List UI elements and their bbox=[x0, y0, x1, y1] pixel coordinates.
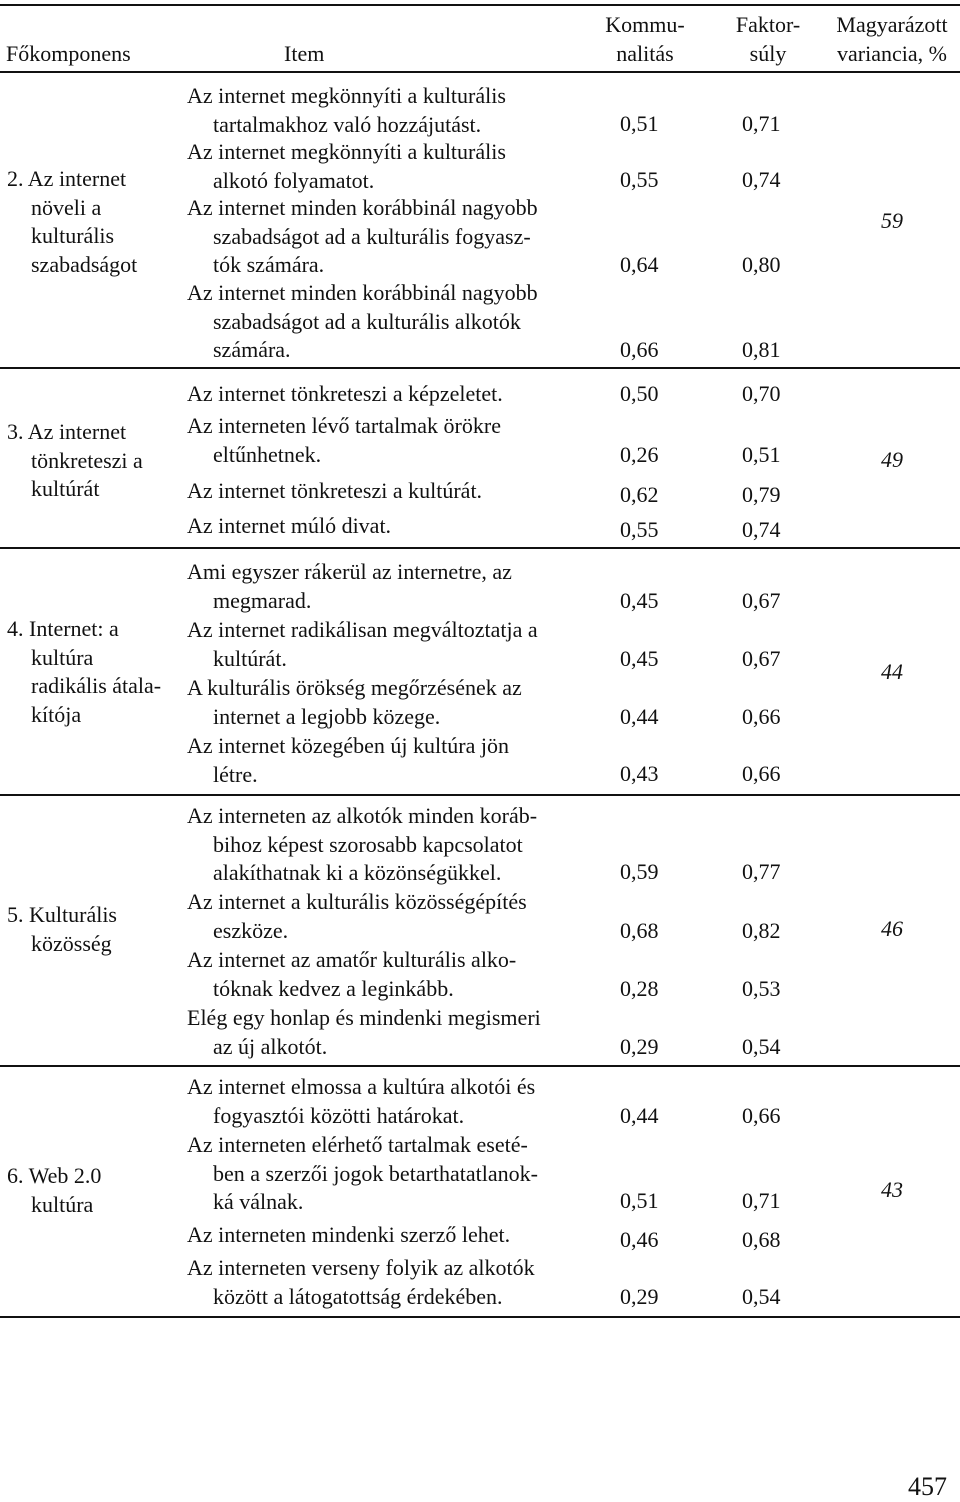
item-line: szabadságot ad a kulturális alkotók bbox=[213, 308, 521, 334]
item-line: Az internet múló divat. bbox=[187, 513, 392, 538]
loading-value: 0,66 bbox=[742, 761, 781, 786]
item-line: fogyasztói közötti határokat. bbox=[213, 1102, 465, 1128]
component-label-line: tönkreteszi a bbox=[31, 447, 143, 473]
header-variance-line2: variancia, % bbox=[837, 41, 947, 66]
item-line: ben a szerzői jogok betarthatatlanok- bbox=[213, 1160, 538, 1186]
communality-value: 0,29 bbox=[620, 1284, 659, 1309]
component-label bbox=[7, 418, 143, 504]
loading-value: 0,66 bbox=[742, 704, 781, 729]
item-line: eltűnhetnek. bbox=[213, 441, 322, 467]
item-line: Elég egy honlap és mindenki megismeri bbox=[187, 1005, 541, 1030]
item-line: ká válnak. bbox=[213, 1189, 304, 1214]
item-text bbox=[187, 1004, 587, 1061]
communality-value: 0,29 bbox=[620, 1034, 659, 1059]
loading-value: 0,77 bbox=[742, 859, 781, 884]
communality-value: 0,45 bbox=[620, 588, 659, 613]
component-label-line: 3. Az internet bbox=[7, 419, 127, 444]
loading-value: 0,74 bbox=[742, 167, 781, 192]
item-line: között a látogatottság érdekében. bbox=[213, 1283, 503, 1309]
component-label-line: kítója bbox=[31, 701, 82, 727]
variance-value: 44 bbox=[881, 659, 903, 684]
item-text bbox=[187, 477, 587, 506]
loading-value: 0,74 bbox=[742, 517, 781, 542]
item-line: Az internet megkönnyíti a kulturális bbox=[187, 83, 506, 108]
table-top-rule bbox=[0, 4, 960, 6]
header-communality-line1: Kommu- bbox=[605, 12, 685, 37]
item-line: A kulturális örökség megőrzésének az bbox=[187, 675, 522, 700]
component-label-line: közösség bbox=[31, 930, 112, 956]
item-line: bihoz képest szorosabb kapcsolatot bbox=[213, 831, 523, 857]
header-component: Főkomponens bbox=[6, 41, 131, 66]
item-line: Ami egyszer rákerül az internetre, az bbox=[187, 559, 512, 584]
header-loading-line1: Faktor- bbox=[735, 12, 801, 37]
communality-value: 0,28 bbox=[620, 976, 659, 1001]
variance-value: 59 bbox=[881, 208, 903, 233]
item-text bbox=[187, 946, 587, 1003]
loading-value: 0,53 bbox=[742, 976, 781, 1001]
header-loading bbox=[718, 10, 818, 68]
item-text bbox=[187, 1131, 587, 1217]
loading-value: 0,79 bbox=[742, 482, 781, 507]
component-label-line: 4. Internet: a bbox=[7, 616, 119, 641]
item-text bbox=[187, 412, 587, 469]
component-label-line: kultúra bbox=[31, 644, 94, 670]
component-label-line: kultúra bbox=[31, 1191, 94, 1217]
item-text bbox=[187, 1254, 587, 1311]
component-label-line: 5. Kulturális bbox=[7, 902, 117, 927]
header-item: Item bbox=[284, 41, 325, 66]
header-communality bbox=[595, 10, 695, 68]
loading-value: 0,54 bbox=[742, 1284, 781, 1309]
component-label bbox=[7, 615, 161, 729]
variance-value: 43 bbox=[881, 1177, 903, 1202]
communality-value: 0,45 bbox=[620, 646, 659, 671]
communality-value: 0,55 bbox=[620, 167, 659, 192]
item-line: internet a legjobb közege. bbox=[213, 703, 441, 729]
item-line: kultúrát. bbox=[213, 645, 287, 671]
component-label-line: 2. Az internet bbox=[7, 166, 127, 191]
component-label-line: radikális átala- bbox=[31, 673, 162, 698]
communality-value: 0,64 bbox=[620, 252, 659, 277]
communality-value: 0,50 bbox=[620, 381, 659, 406]
component-label bbox=[7, 901, 117, 958]
item-text bbox=[187, 1221, 587, 1250]
item-line: Az interneten mindenki szerző lehet. bbox=[187, 1222, 511, 1247]
loading-value: 0,67 bbox=[742, 588, 781, 613]
item-line: Az internet elmossa a kultúra alkotói és bbox=[187, 1074, 536, 1099]
item-line: eszköze. bbox=[213, 917, 289, 943]
communality-value: 0,46 bbox=[620, 1227, 659, 1252]
item-line: tóknak kedvez a leginkább. bbox=[213, 975, 454, 1001]
group-separator bbox=[0, 794, 960, 796]
page-number: 457 bbox=[908, 1472, 947, 1501]
item-text bbox=[187, 279, 587, 365]
header-loading-line2: súly bbox=[749, 41, 787, 66]
communality-value: 0,66 bbox=[620, 337, 659, 362]
group-separator bbox=[0, 1065, 960, 1067]
header-communality-line2: nalitás bbox=[616, 41, 674, 66]
item-line: Az interneten verseny folyik az alkotók bbox=[187, 1255, 535, 1280]
loading-value: 0,71 bbox=[742, 1188, 781, 1213]
item-line: megmarad. bbox=[213, 587, 312, 613]
loading-value: 0,54 bbox=[742, 1034, 781, 1059]
item-line: Az internet radikálisan megváltoztatja a bbox=[187, 617, 538, 642]
item-line: Az internet a kulturális közösségépítés bbox=[187, 889, 527, 914]
item-text bbox=[187, 732, 587, 789]
item-line: Az interneten elérhető tartalmak eseté- bbox=[187, 1132, 528, 1157]
item-text bbox=[187, 616, 587, 673]
item-line: Az internet tönkreteszi a kultúrát. bbox=[187, 478, 483, 503]
communality-value: 0,44 bbox=[620, 1103, 659, 1128]
communality-value: 0,55 bbox=[620, 517, 659, 542]
item-line: alkotó folyamatot. bbox=[213, 167, 375, 193]
header-variance bbox=[826, 10, 958, 68]
loading-value: 0,71 bbox=[742, 111, 781, 136]
communality-value: 0,59 bbox=[620, 859, 659, 884]
component-label-line: szabadságot bbox=[31, 251, 138, 277]
component-label-line: növeli a bbox=[31, 194, 102, 220]
item-line: tartalmakhoz való hozzájutást. bbox=[213, 111, 482, 137]
item-line: Az internet az amatőr kulturális alko- bbox=[187, 947, 517, 972]
loading-value: 0,67 bbox=[742, 646, 781, 671]
loading-value: 0,80 bbox=[742, 252, 781, 277]
table-bottom-rule bbox=[0, 1316, 960, 1318]
item-line: Az interneten az alkotók minden koráb- bbox=[187, 803, 538, 828]
component-label-line: 6. Web 2.0 bbox=[7, 1163, 102, 1188]
item-line: Az internet minden korábbinál nagyobb bbox=[187, 195, 538, 220]
loading-value: 0,81 bbox=[742, 337, 781, 362]
header-variance-line1: Magyarázott bbox=[836, 12, 948, 37]
item-text bbox=[187, 512, 587, 541]
item-line: Az internet megkönnyíti a kulturális bbox=[187, 139, 506, 164]
group-separator bbox=[0, 367, 960, 369]
item-line: Az internet tönkreteszi a képzeletet. bbox=[187, 381, 503, 406]
item-text bbox=[187, 138, 587, 195]
item-line: Az internet minden korábbinál nagyobb bbox=[187, 280, 538, 305]
communality-value: 0,44 bbox=[620, 704, 659, 729]
variance-value: 46 bbox=[881, 916, 903, 941]
item-text bbox=[187, 888, 587, 945]
component-label-line: kultúrát bbox=[31, 476, 100, 501]
communality-value: 0,43 bbox=[620, 761, 659, 786]
item-line: alakíthatnak ki a közönségükkel. bbox=[213, 860, 502, 885]
item-line: létre. bbox=[213, 761, 258, 787]
loading-value: 0,66 bbox=[742, 1103, 781, 1128]
item-line: Az internet közegében új kultúra jön bbox=[187, 733, 509, 758]
item-text bbox=[187, 82, 587, 139]
group-separator bbox=[0, 547, 960, 549]
communality-value: 0,68 bbox=[620, 918, 659, 943]
item-line: tók számára. bbox=[213, 252, 325, 277]
variance-value: 49 bbox=[881, 447, 903, 472]
component-label bbox=[7, 1162, 101, 1219]
loading-value: 0,70 bbox=[742, 381, 781, 406]
item-text bbox=[187, 802, 587, 888]
item-text bbox=[187, 674, 587, 731]
item-text bbox=[187, 1073, 587, 1130]
item-line: az új alkotót. bbox=[213, 1033, 328, 1059]
component-label-line: kulturális bbox=[31, 223, 115, 248]
component-label bbox=[7, 165, 137, 279]
item-text bbox=[187, 380, 587, 409]
loading-value: 0,82 bbox=[742, 918, 781, 943]
loading-value: 0,68 bbox=[742, 1227, 781, 1252]
item-text bbox=[187, 194, 587, 280]
communality-value: 0,26 bbox=[620, 442, 659, 467]
header-bottom-rule bbox=[0, 71, 960, 73]
communality-value: 0,51 bbox=[620, 1188, 659, 1213]
item-line: szabadságot ad a kulturális fogyasz- bbox=[213, 223, 531, 249]
communality-value: 0,51 bbox=[620, 111, 659, 136]
item-line: számára. bbox=[213, 337, 291, 362]
loading-value: 0,51 bbox=[742, 442, 781, 467]
item-line: Az interneten lévő tartalmak örökre bbox=[187, 413, 501, 438]
communality-value: 0,62 bbox=[620, 482, 659, 507]
item-text bbox=[187, 558, 587, 615]
